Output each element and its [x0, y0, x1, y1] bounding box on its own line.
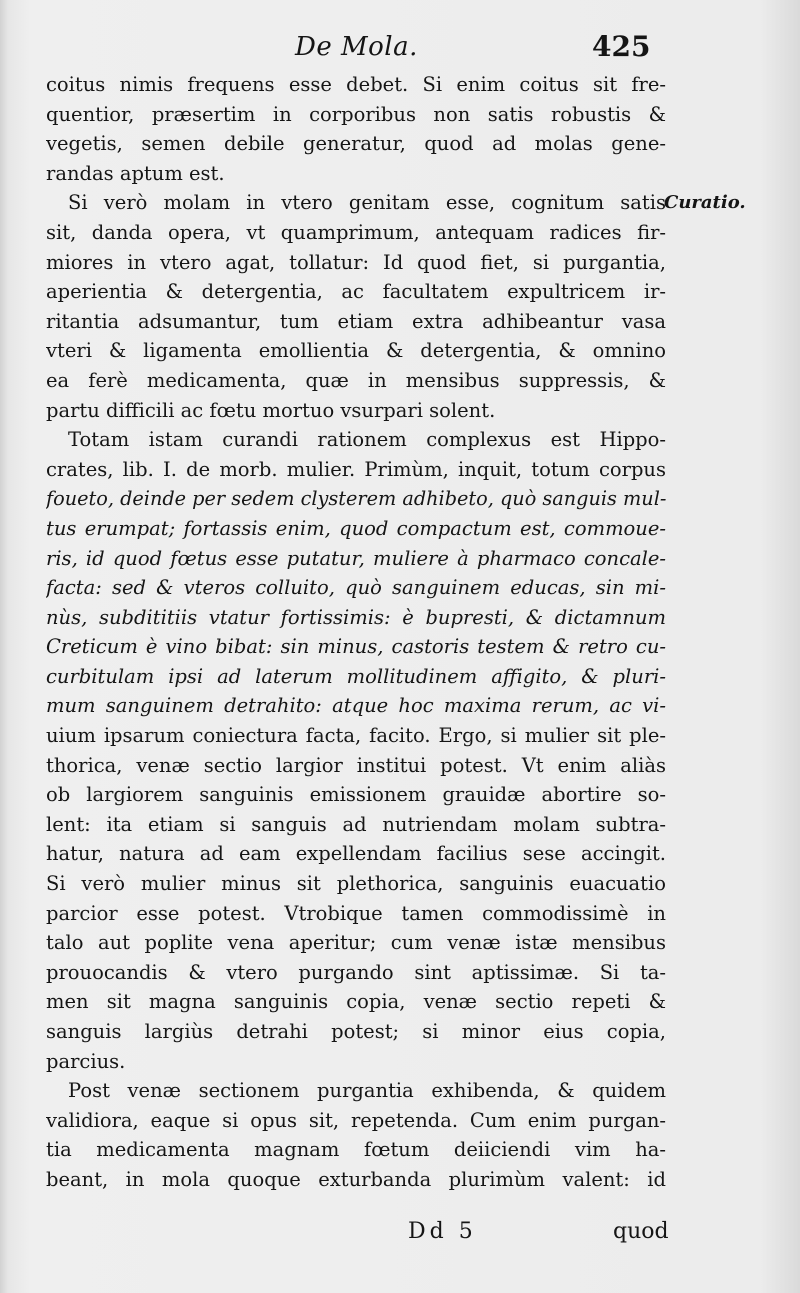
- text-line: parcius.: [46, 1049, 126, 1073]
- text-line: quentior, præsertim in corporibus non satis robustis &: [46, 102, 666, 126]
- text-line: mum sanguinem detrahito: atque hoc maxima rerum, ac vi-: [46, 694, 666, 718]
- text-line: talo aut poplite vena aperitur; cum venæ istæ mensibus: [46, 931, 666, 955]
- text-line: lent: ita etiam si sanguis ad nutriendam molam subtra-: [46, 812, 666, 836]
- text-line: randas aptum est.: [46, 161, 225, 185]
- text-line: hatur, natura ad eam expellendam facilius sese accingit.: [46, 842, 666, 866]
- text-line: sanguis largiùs detrahi potest; si minor eius copia,: [46, 1020, 666, 1043]
- text-line: validiora, eaque si opus sit, repetenda. Cum enim purgan-: [46, 1108, 666, 1132]
- text-line: thorica, venæ sectio largior institui potest. Vt enim aliàs: [46, 753, 666, 777]
- text-line: Post venæ sectionem purgantia exhibenda, & quidem: [68, 1079, 666, 1103]
- body-text: [46, 70, 666, 1195]
- page-number: 425: [592, 30, 651, 63]
- text-line: facta: sed & vteros colluito, quò sanguinem educas, sin mi-: [46, 576, 666, 600]
- text-line: ritantia adsumantur, tum etiam extra adhibeantur vasa: [46, 309, 666, 333]
- paragraph: [46, 188, 666, 425]
- margin-note: Curatio.: [664, 192, 746, 213]
- text-line: tus erumpat; fortassis enim, quod compactum est, commoue-: [46, 516, 666, 540]
- text-line: crates, lib. I. de morb. mulier. Primùm, inquit, totum corpus: [46, 457, 666, 481]
- text-line: partu difficili ac fœtu mortuo vsurpari solent.: [46, 398, 496, 422]
- text-line: uium ipsarum coniectura facta, facito. Ergo, si mulier sit ple-: [46, 724, 666, 748]
- signature-mark: Dd 5: [408, 1219, 477, 1244]
- page-header: [40, 30, 660, 70]
- text-line: nùs, subdititiis vtatur fortissimis: è bupresti, & dictamnum: [46, 605, 666, 629]
- paragraph: [46, 425, 666, 1076]
- text-line: aperientia & detergentia, ac facultatem expultricem ir-: [46, 280, 666, 304]
- text-line: Si verò mulier minus sit plethorica, sanguinis euacuatio: [46, 872, 666, 896]
- text-line: ea ferè medicamenta, quæ in mensibus suppressis, &: [46, 368, 666, 392]
- page-footer: [400, 1217, 700, 1251]
- text-line: foueto, deinde per sedem clysterem adhibeto, quò sanguis mul-: [46, 487, 666, 511]
- running-head: De Mola.: [295, 32, 418, 62]
- text-line: miores in vtero agat, tollatur: Id quod fiet, si purgantia,: [46, 250, 666, 274]
- text-line: Si verò molam in vtero genitam esse, cognitum satis: [68, 191, 666, 215]
- text-line: ris, id quod fœtus esse putatur, muliere à pharmaco concale-: [46, 546, 666, 570]
- text-line: Totam istam curandi rationem complexus est Hippo-: [68, 428, 666, 452]
- text-line: curbitulam ipsi ad laterum mollitudinem affigito, & pluri-: [46, 664, 666, 688]
- text-line: sit, danda opera, vt quamprimum, antequam radices fir-: [46, 220, 666, 244]
- text-line: prouocandis & vtero purgando sint aptissimæ. Si ta-: [46, 960, 666, 984]
- text-line: beant, in mola quoque exturbanda plurimùm valent: id: [46, 1167, 666, 1191]
- catchword: quod: [613, 1219, 669, 1244]
- text-line: coitus nimis frequens esse debet. Si enim coitus sit fre-: [46, 73, 666, 96]
- text-line: Creticum è vino bibat: sin minus, castoris testem & retro cu-: [46, 635, 666, 659]
- text-line: parcior esse potest. Vtrobique tamen commodissimè in: [46, 901, 666, 925]
- paragraph: [46, 70, 666, 188]
- paragraph: [46, 1076, 666, 1194]
- text-line: ob largiorem sanguinis emissionem grauidæ abortire so-: [46, 783, 666, 807]
- text-line: men sit magna sanguinis copia, venæ sectio repeti &: [46, 990, 666, 1014]
- text-line: vegetis, semen debile generatur, quod ad molas gene-: [46, 132, 666, 156]
- text-line: vteri & ligamenta emollientia & detergentia, & omnino: [46, 339, 666, 363]
- text-line: tia medicamenta magnam fœtum deiiciendi vim ha-: [46, 1138, 666, 1162]
